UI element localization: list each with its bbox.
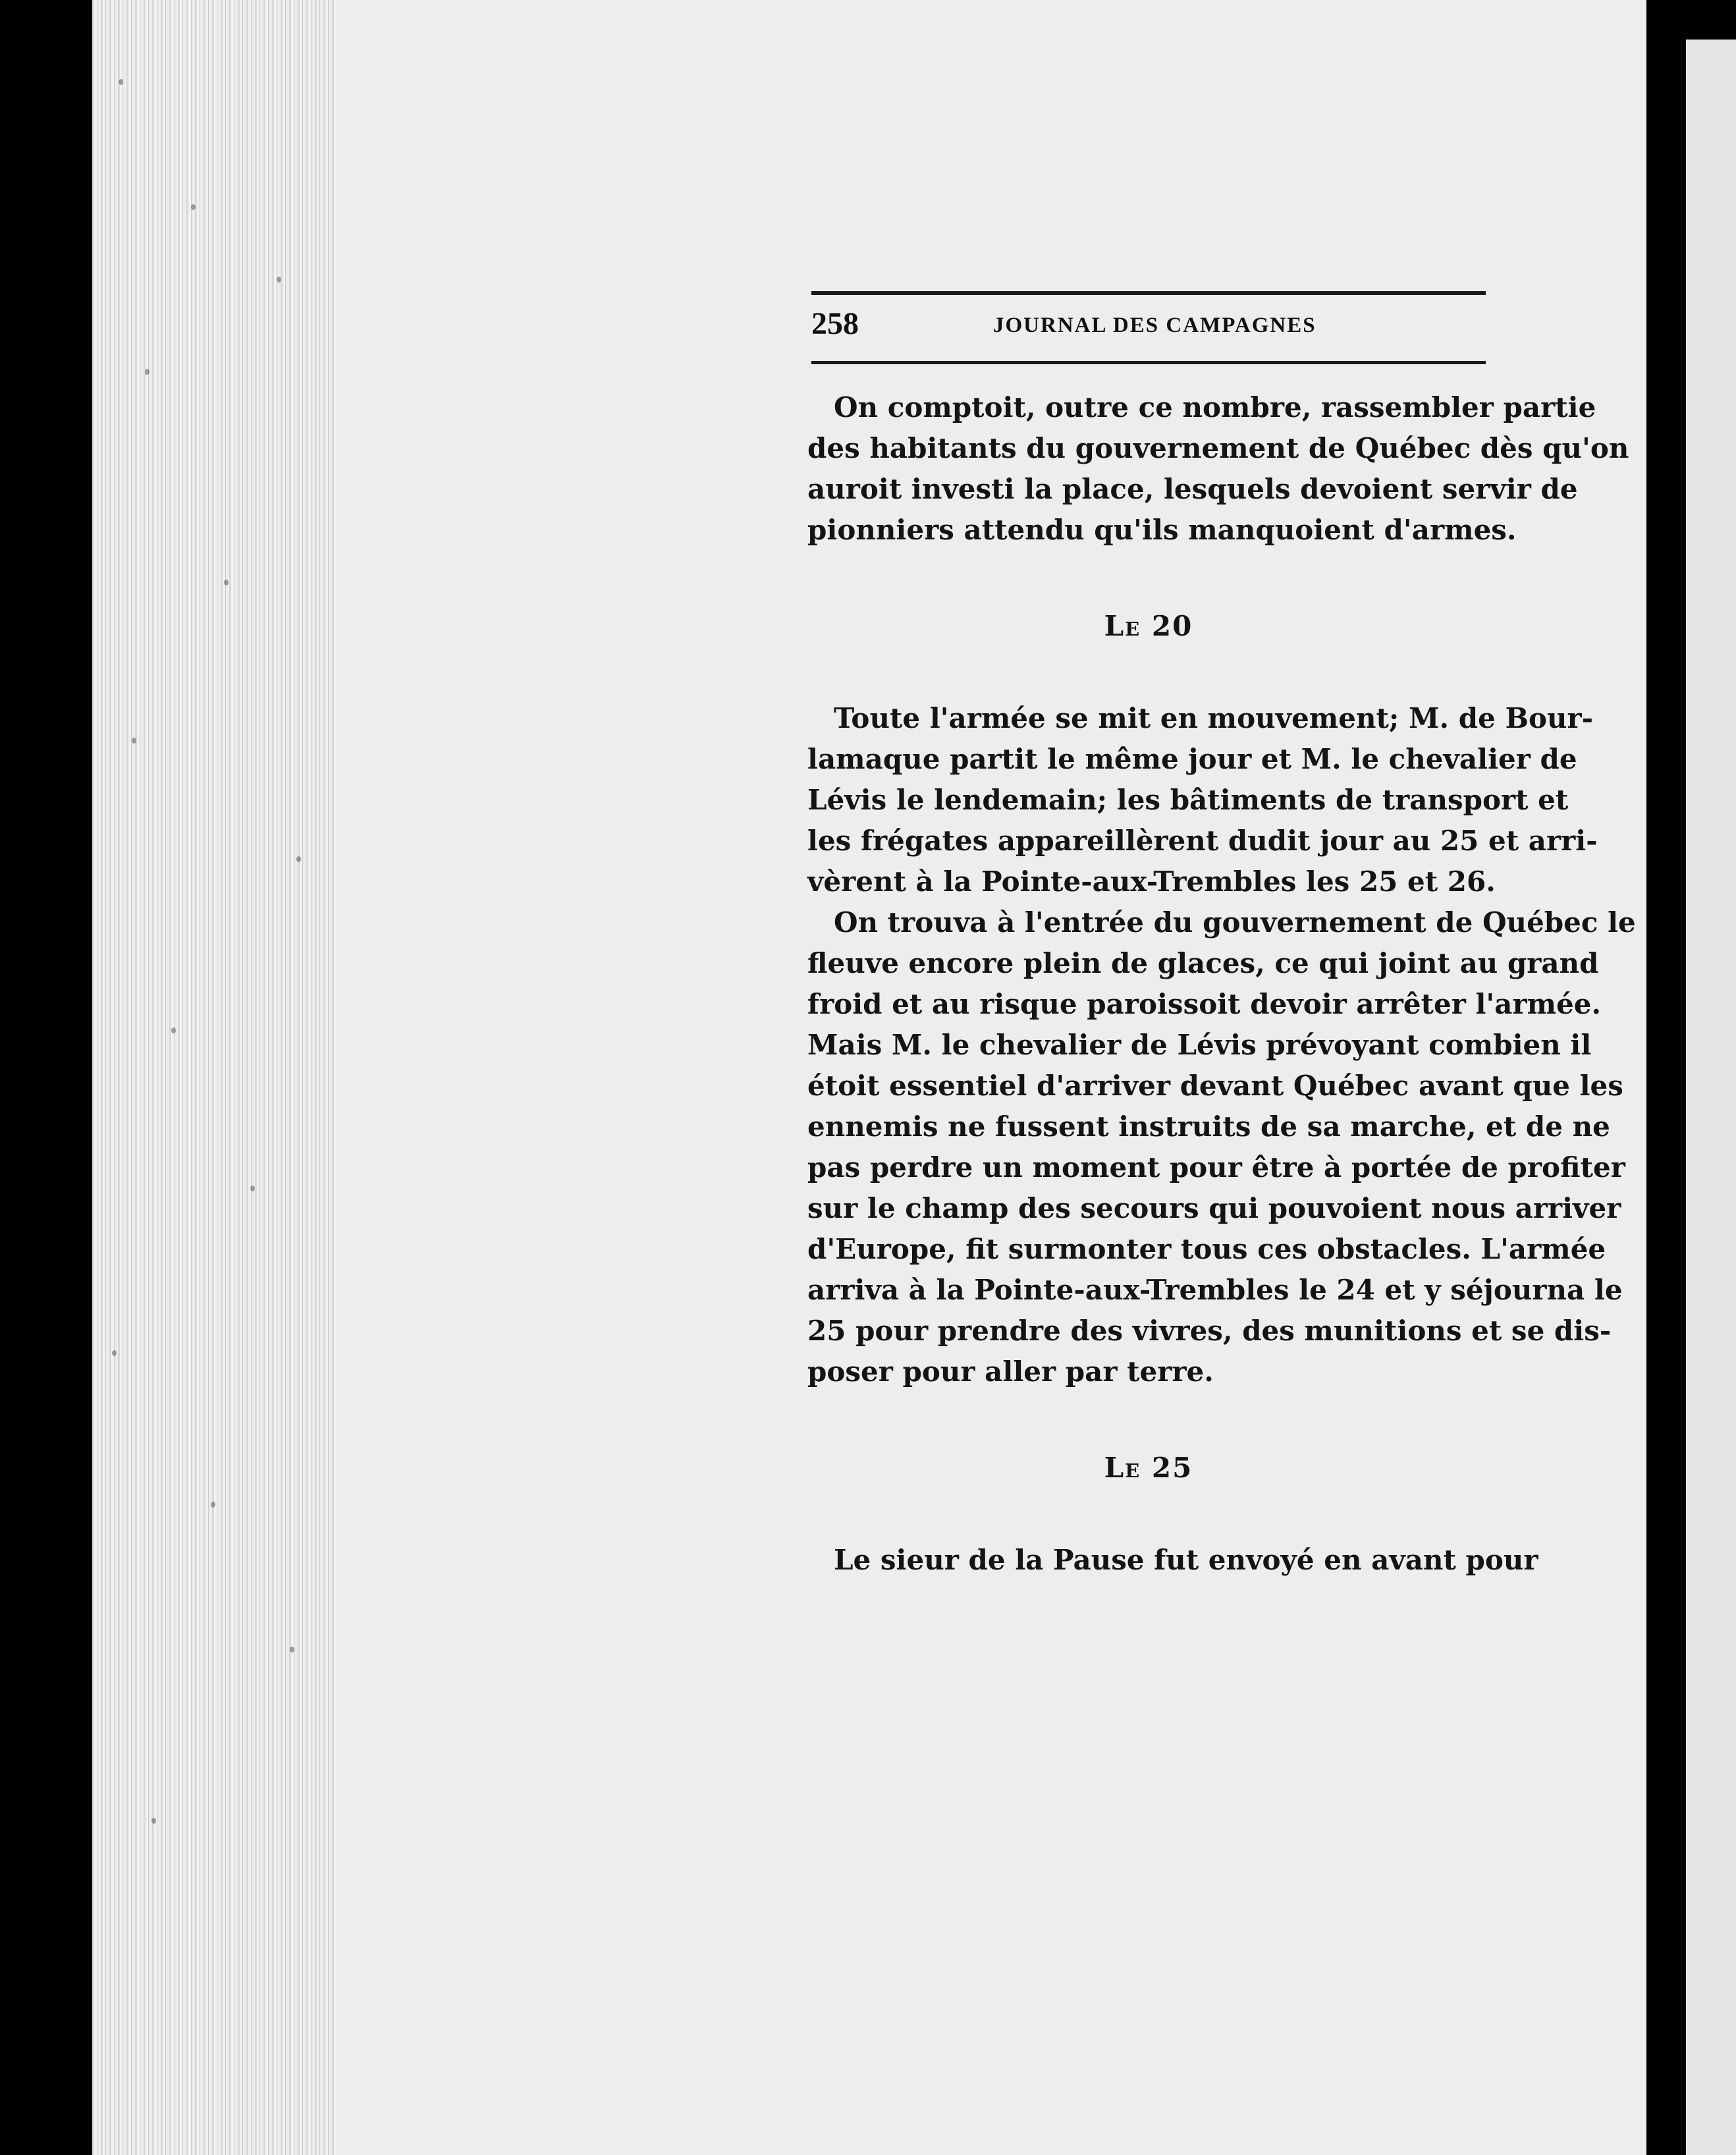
- text-line: ennemis ne fussent instruits de sa marche, et de ne: [807, 1110, 1610, 1143]
- text-line: pionniers attendu qu'ils manquoient d'armes.: [807, 514, 1517, 546]
- header-rule-bottom: [811, 361, 1486, 364]
- text-line: pas perdre un moment pour être à portée de profiter: [807, 1151, 1625, 1184]
- text-line: Toute l'armée se mit en mouvement; M. de Bour-: [834, 702, 1594, 734]
- text-line: 25 pour prendre des vivres, des munitions et se dis-: [807, 1315, 1612, 1347]
- paragraph: [807, 902, 1636, 1392]
- text-line: sur le champ des secours qui pouvoient nous arriver: [807, 1192, 1621, 1224]
- paragraph: [807, 387, 1629, 551]
- text-line: lamaque partit le même jour et M. le chevalier de: [807, 743, 1577, 775]
- text-line: Le sieur de la Pause fut envoyé en avant pour: [834, 1544, 1538, 1576]
- text-line: vèrent à la Pointe-aux-Trembles les 25 et 26.: [807, 865, 1496, 898]
- text-line: Lévis le lendemain; les bâtiments de transport et: [807, 784, 1569, 816]
- paragraph: [807, 1540, 1538, 1581]
- text-line: arriva à la Pointe-aux-Trembles le 24 et y séjourna le: [807, 1274, 1623, 1306]
- facing-page-edge: [1686, 40, 1736, 2155]
- section-heading: Le 25: [1104, 1452, 1193, 1484]
- text-line: d'Europe, fit surmonter tous ces obstacles. L'armée: [807, 1233, 1606, 1265]
- text-line: On comptoit, outre ce nombre, rassembler partie: [834, 391, 1596, 423]
- header-rule-top: [811, 291, 1486, 295]
- page-body: [807, 387, 1636, 1581]
- page-gutter: [1646, 0, 1674, 2155]
- text-line: fleuve encore plein de glaces, ce qui joint au grand: [807, 947, 1599, 979]
- paragraph: [807, 698, 1598, 902]
- page-number: 258: [811, 306, 859, 341]
- page-header: [811, 303, 1486, 349]
- text-line: On trouva à l'entrée du gouvernement de Québec le: [834, 906, 1636, 939]
- text-line: poser pour aller par terre.: [807, 1355, 1214, 1388]
- book-page-edges: [92, 0, 336, 2155]
- text-line: les frégates appareillèrent dudit jour au 25 et arri-: [807, 825, 1598, 857]
- text-line: des habitants du gouvernement de Québec dès qu'on: [807, 432, 1629, 464]
- running-head: JOURNAL DES CAMPAGNES: [993, 314, 1316, 337]
- text-line: étoit essentiel d'arriver devant Québec avant que les: [807, 1070, 1623, 1102]
- section-heading: Le 20: [1104, 610, 1193, 642]
- text-line: auroit investi la place, lesquels devoient servir de: [807, 473, 1578, 505]
- text-line: froid et au risque paroissoit devoir arrêter l'armée.: [807, 988, 1602, 1020]
- text-line: Mais M. le chevalier de Lévis prévoyant combien il: [807, 1029, 1592, 1061]
